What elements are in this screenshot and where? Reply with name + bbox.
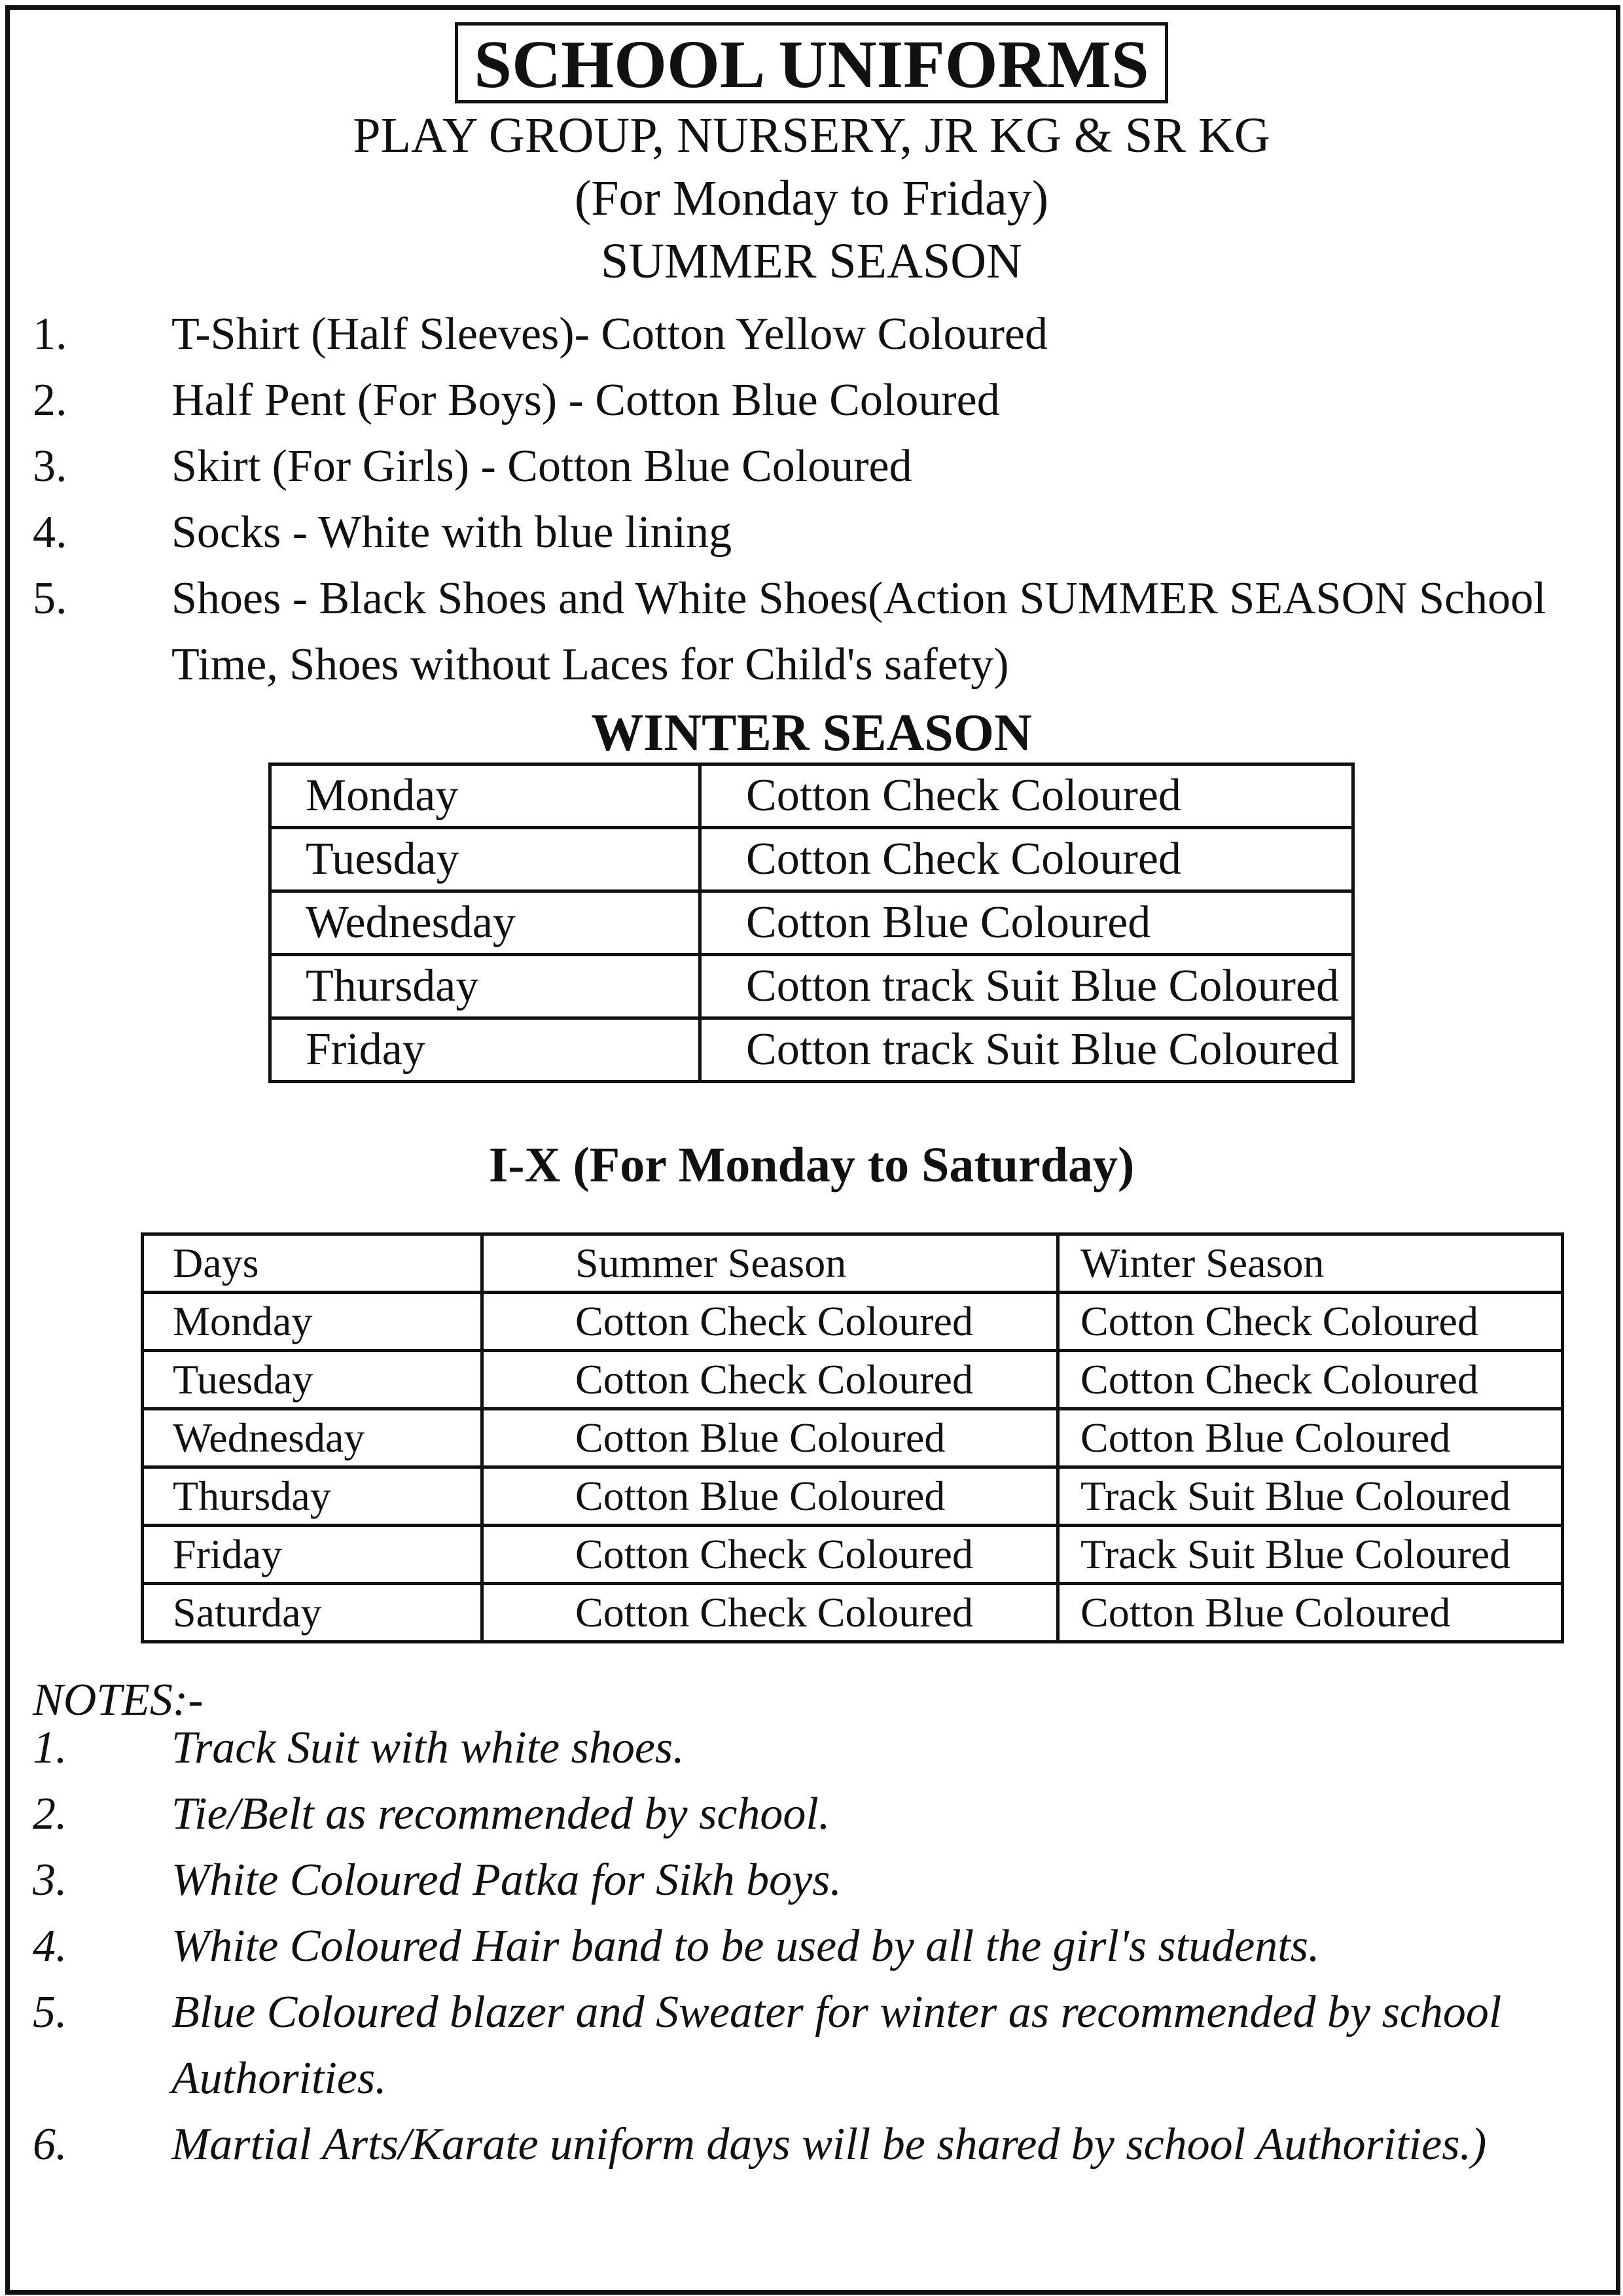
list-item: [33, 1913, 1597, 1979]
item-text: Half Pent (For Boys) - Cotton Blue Coloured: [171, 375, 1000, 425]
table-row: [143, 1526, 1563, 1584]
notes-label: NOTES:-: [33, 1675, 204, 1725]
summer-uniform-list: [33, 301, 1597, 698]
winter-season-heading: WINTER SEASON: [591, 704, 1032, 762]
day-cell: Wednesday: [270, 891, 700, 955]
table-row: [143, 1467, 1563, 1526]
item-number: 1.: [33, 1723, 67, 1773]
page-title: SCHOOL UNIFORMS: [455, 22, 1168, 103]
item-text: Martial Arts/Karate uniform days will be shared by school Authorities.): [171, 2119, 1487, 2170]
table-row: [143, 1409, 1563, 1467]
list-item: [33, 433, 1597, 499]
summer-cell: Cotton Check Coloured: [482, 1526, 1058, 1584]
table-header-row: [143, 1234, 1563, 1293]
day-cell: Wednesday: [143, 1409, 482, 1467]
summer-cell: Cotton Check Coloured: [482, 1351, 1058, 1409]
item-text: Shoes - Black Shoes and White Shoes(Action SUMMER SEASON School Time, Shoes without Laces for Child's safety): [171, 573, 1546, 690]
table-row: [270, 955, 1353, 1018]
day-cell: Saturday: [143, 1584, 482, 1642]
item-number: 5.: [33, 1987, 67, 2037]
list-item: [33, 301, 1597, 367]
table-row: [270, 764, 1353, 828]
day-cell: Thursday: [270, 955, 700, 1018]
item-text: Tie/Belt as recommended by school.: [171, 1789, 830, 1839]
winter-cell: Track Suit Blue Coloured: [1058, 1526, 1563, 1584]
item-text: Skirt (For Girls) - Cotton Blue Coloured: [171, 441, 912, 492]
item-text: Track Suit with white shoes.: [171, 1723, 685, 1773]
summer-cell: Cotton Blue Coloured: [482, 1409, 1058, 1467]
list-item: [33, 2111, 1597, 2178]
list-item: [33, 1847, 1597, 1913]
list-item: [33, 565, 1597, 698]
table-row: [143, 1351, 1563, 1409]
uniform-cell: Cotton Check Coloured: [700, 764, 1353, 828]
item-text: T-Shirt (Half Sleeves)- Cotton Yellow Coloured: [171, 309, 1048, 359]
table-row: [143, 1584, 1563, 1642]
header-summer: Summer Season: [482, 1234, 1058, 1293]
table-row: [270, 891, 1353, 955]
winter-season-table: [268, 762, 1355, 1083]
item-text: Socks - White with blue lining: [171, 507, 732, 558]
item-number: 5.: [33, 573, 67, 624]
item-number: 2.: [33, 375, 67, 425]
item-number: 1.: [33, 309, 67, 359]
uniform-cell: Cotton Check Coloured: [700, 828, 1353, 891]
day-cell: Tuesday: [143, 1351, 482, 1409]
header-winter: Winter Season: [1058, 1234, 1563, 1293]
table-row: [143, 1293, 1563, 1351]
item-number: 4.: [33, 507, 67, 558]
day-cell: Thursday: [143, 1467, 482, 1526]
day-cell: Monday: [143, 1293, 482, 1351]
day-cell: Tuesday: [270, 828, 700, 891]
notes-list: [33, 1715, 1597, 2178]
summer-cell: Cotton Check Coloured: [482, 1293, 1058, 1351]
list-item: [33, 367, 1597, 433]
item-text: White Coloured Hair band to be used by all the girl's students.: [171, 1921, 1320, 1971]
item-text: White Coloured Patka for Sikh boys.: [171, 1855, 842, 1905]
item-text: Blue Coloured blazer and Sweater for winter as recommended by school Authorities.: [171, 1987, 1502, 2104]
item-number: 2.: [33, 1789, 67, 1839]
subtitle-days: (For Monday to Friday): [574, 171, 1049, 226]
summer-cell: Cotton Check Coloured: [482, 1584, 1058, 1642]
winter-cell: Cotton Blue Coloured: [1058, 1584, 1563, 1642]
winter-cell: Cotton Blue Coloured: [1058, 1409, 1563, 1467]
summer-cell: Cotton Blue Coloured: [482, 1467, 1058, 1526]
header-days: Days: [143, 1234, 482, 1293]
title-container: [0, 22, 1623, 103]
list-item: [33, 1781, 1597, 1847]
item-number: 4.: [33, 1921, 67, 1971]
subtitle-season: SUMMER SEASON: [600, 234, 1023, 289]
table-row: [270, 828, 1353, 891]
winter-cell: Track Suit Blue Coloured: [1058, 1467, 1563, 1526]
day-cell: Friday: [270, 1018, 700, 1082]
winter-cell: Cotton Check Coloured: [1058, 1351, 1563, 1409]
list-item: [33, 1715, 1597, 1781]
uniform-cell: Cotton track Suit Blue Coloured: [700, 955, 1353, 1018]
item-number: 6.: [33, 2119, 67, 2170]
day-cell: Friday: [143, 1526, 482, 1584]
item-number: 3.: [33, 1855, 67, 1905]
table-row: [270, 1018, 1353, 1082]
item-number: 3.: [33, 441, 67, 492]
uniform-cell: Cotton track Suit Blue Coloured: [700, 1018, 1353, 1082]
grades-ix-table: [141, 1232, 1564, 1643]
winter-cell: Cotton Check Coloured: [1058, 1293, 1563, 1351]
uniform-cell: Cotton Blue Coloured: [700, 891, 1353, 955]
list-item: [33, 1979, 1597, 2111]
list-item: [33, 499, 1597, 565]
subtitle-grades: PLAY GROUP, NURSERY, JR KG & SR KG: [353, 108, 1270, 163]
grades-ix-heading: I-X (For Monday to Saturday): [488, 1138, 1135, 1193]
day-cell: Monday: [270, 764, 700, 828]
